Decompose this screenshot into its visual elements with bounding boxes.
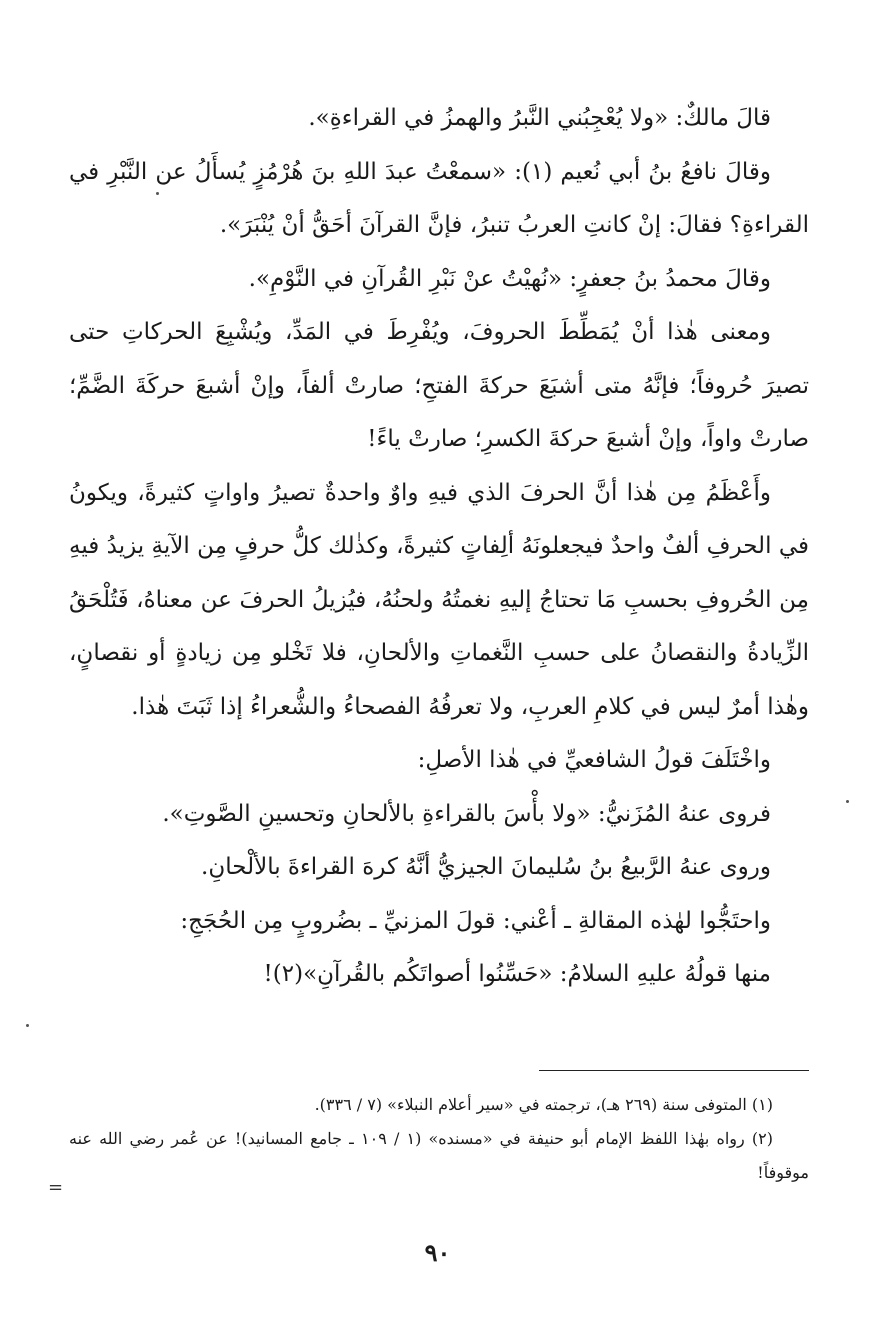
main-text [69,92,809,1002]
scan-speck [846,800,849,803]
paragraph-arguments: واحتَجُّوا لهٰذه المقالةِ ـ أعْني: قولَ المزنيِّ ـ بضُروبٍ مِن الحُجَجِ: [180,907,771,934]
paragraph-muhammad-quote: وقالَ محمدُ بنُ جعفرٍ: «نُهيْتُ عنْ نَبْرِ القُرآنِ في النَّوْمِ». [248,265,771,292]
paragraph-greater: وأَعْظَمُ مِن هٰذا أنَّ الحرفَ الذي فيهِ واوٌ واحدةٌ تصيرُ واواتٍ كثيرةً، ويكونُ في الحرفِ ألفٌ واحدٌ فيجعلونَهُ ألِفاتٍ كثيرةً، وكذٰلك كلُّ حرفٍ مِن الآيةِ يزيدُ فيهِ مِن الحُروفِ بحسبِ مَا تحتاجُ إليهِ نغمتُهُ ولحنُهُ، فيُزيلُ الحرفَ عن معناهُ، فَتُلْحَقُ الزِّيادةُ والنقصانُ على حسبِ النَّغماتِ والألحانِ، فلا تَخْلو مِن زيادةٍ أو نقصانٍ، وهٰذا أمرٌ ليس في كلامِ العربِ، ولا تعرفُهُ الفصحاءُ والشُّعراءُ إذا ثَبَتَ هٰذا. [69,479,809,720]
paragraph-rabi-narration: وروى عنهُ الرَّبيعُ بنُ سُليمانَ الجيزيُّ أنَّهُ كرهَ القراءةَ بالألْحانِ. [201,854,771,880]
footnote-divider [539,1070,809,1071]
footnote-1: (١) المتوفى سنة (٢٦٩ هـ)، ترجمته في «سير أعلام النبلاء» (٧ / ٣٣٦). [314,1095,773,1114]
footnotes [69,1088,809,1190]
paragraph-shafii-disagreement: واخْتَلَفَ قولُ الشافعيِّ في هٰذا الأصلِ: [417,747,771,773]
paragraph-hadith: منها قولُهُ عليهِ السلامُ: «حَسِّنُوا أصواتَكُم بالقُرآنِ»(٢)! [263,961,771,987]
paragraph-nafi-quote: وقالَ نافعُ بنُ أبي نُعيم (١): «سمعْتُ عبدَ اللهِ بنَ هُرْمُزٍ يُسأَلُ عن النَّبْرِ في القراءةِ؟ فقالَ: إنْ كانتِ العربُ تنبرُ، فإنَّ القرآنَ أحَقُّ أنْ يُنْبَرَ». [69,158,809,238]
paragraph-muzani-narration: فروى عنهُ المُزَنيُّ: «ولا بأْسَ بالقراءةِ بالألحانِ وتحسينِ الصَّوتِ». [162,800,771,827]
paragraph-meaning: ومعنى هٰذا أنْ يُمَطِّطَ الحروفَ، ويُفْرِطَ في المَدِّ، ويُشْبِعَ الحركاتِ حتى تصيرَ حُروفاً؛ فإنَّهُ متى أشبَعَ حركةَ الفتحِ؛ صارتْ ألفاً، وإنْ أشبعَ حركَةَ الضَّمِّ؛ صارتْ واواً، وإنْ أشبعَ حركةَ الكسرِ؛ صارتْ ياءً! [69,319,809,452]
scan-speck [26,1024,29,1027]
margin-mark: = [48,1177,64,1198]
footnote-2: (٢) رواه بهٰذا اللفظ الإمام أبو حنيفة في «مسنده» (١ / ١٠٩ ـ جامع المسانيد)! عن عُمر رضي الله عنه موقوفاً! [69,1129,809,1182]
page-number: ٩٠ [424,1238,451,1267]
paragraph-malik-quote: قالَ مالكٌ: «ولا يُعْجِبُني النَّبرُ والهمزُ في القراءةِ». [308,105,771,131]
scan-speck [156,192,159,195]
